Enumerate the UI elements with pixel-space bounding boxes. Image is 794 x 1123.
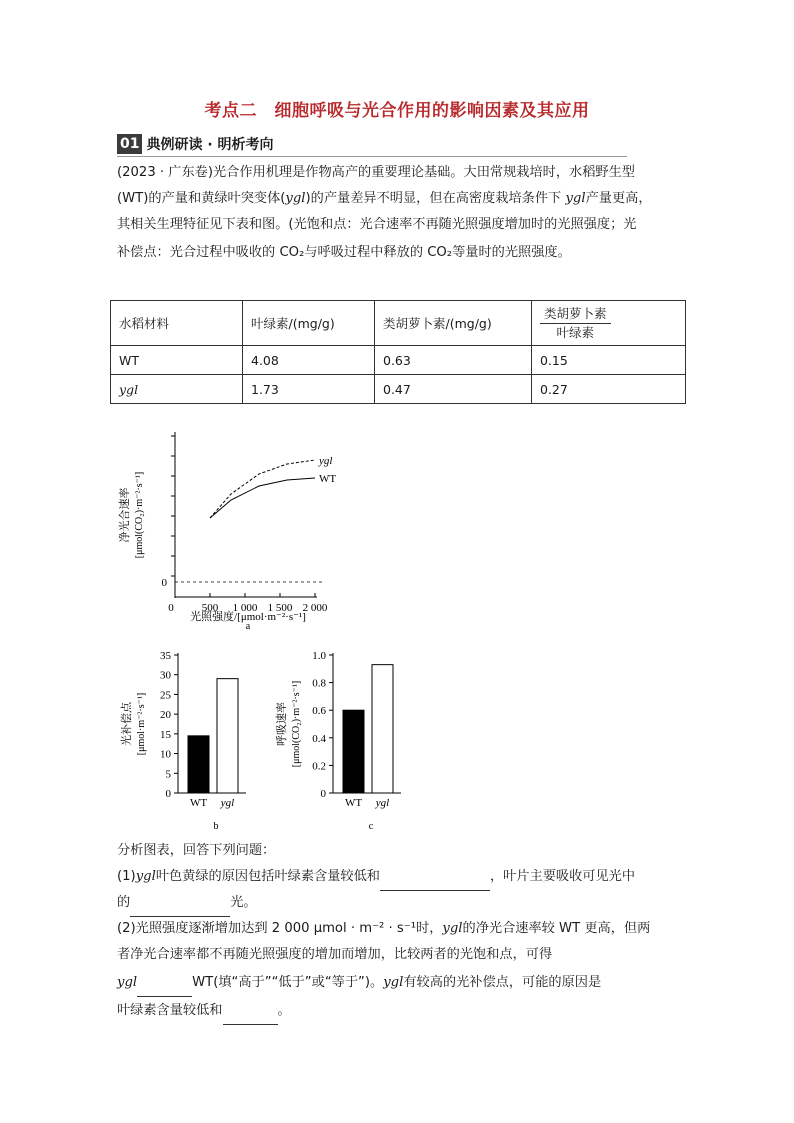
table-cell: 0.27 — [532, 375, 686, 404]
ratio-fraction — [540, 305, 611, 342]
y-tick-label: 0.8 — [312, 677, 326, 690]
y-tick-label: 15 — [160, 728, 171, 741]
x-tick-label: 0 — [168, 602, 174, 614]
y-tick-label: 10 — [160, 748, 171, 761]
section-badge: 01 — [117, 134, 142, 154]
intro-line-4: 补偿点：光合过程中吸收的 CO₂与呼吸过程中释放的 CO₂等量时的光照强度。 — [117, 245, 571, 260]
x-tick-label: WT — [344, 797, 363, 809]
table-header-cell: 叶绿素/(mg/g) — [243, 301, 375, 346]
x-tick-label: 2 000 — [302, 602, 328, 614]
y-tick-label: 0.6 — [312, 705, 326, 718]
chart-c — [265, 640, 415, 835]
bar-ygl — [372, 665, 393, 793]
question-2-line-4: 叶绿素含量较低和 。 — [117, 998, 682, 1025]
y-tick-label: 0 — [161, 577, 167, 589]
y-axis-label: 净光合速率 — [119, 487, 131, 543]
y-tick-label: 0 — [165, 788, 171, 800]
y-axis-label: 光补偿点 — [121, 702, 133, 746]
bar-WT — [343, 710, 364, 793]
x-tick-label: ygl — [375, 797, 390, 809]
x-tick-label: ygl — [220, 797, 235, 809]
page-title: 考点二 细胞呼吸与光合作用的影响因素及其应用 — [204, 101, 590, 121]
series-label-ygl: ygl — [319, 455, 333, 467]
intro-line-3: 其相关生理特征见下表和图。(光饱和点：光合速率不再随光照强度增加时的光照强度；光 — [117, 217, 637, 232]
x-axis-label: 光照强度/[μmol·m⁻²·s⁻¹] — [190, 611, 306, 623]
y-tick-label: 0 — [320, 788, 326, 800]
series-line-ygl — [210, 460, 315, 518]
y-tick-label: 25 — [160, 689, 171, 702]
table-header-cell — [532, 301, 686, 346]
y-tick-label: 5 — [165, 768, 171, 781]
question-1-line-1: (1)ygl叶色黄绿的原因包括叶绿素含量较低和 ，叶片主要吸收可见光中 — [117, 864, 682, 891]
y-axis-unit: [μmol(CO₂)·m⁻²·s⁻¹] — [291, 680, 302, 768]
table-cell: ygl — [111, 375, 243, 404]
question-2-line-3: ygl WT(填“高于”“低于”或“等于”)。ygl有较高的光补偿点，可能的原因是 — [117, 970, 682, 997]
x-tick-label: 1 000 — [232, 602, 258, 614]
table-header-cell: 类胡萝卜素/(mg/g) — [375, 301, 532, 346]
x-tick-label: WT — [189, 797, 208, 809]
pigment-table — [110, 300, 686, 404]
chart-caption: b — [213, 821, 219, 832]
y-tick-label: 0.2 — [312, 760, 326, 773]
table-cell: 0.47 — [375, 375, 532, 404]
question-lead: 分析图表，回答下列问题： — [117, 843, 276, 858]
chart-caption: a — [245, 621, 251, 630]
table-cell: WT — [111, 346, 243, 375]
chart-b — [110, 640, 260, 835]
series-label-WT: WT — [319, 473, 337, 485]
table-cell: 4.08 — [243, 346, 375, 375]
table-row — [111, 375, 686, 404]
bar-ygl — [217, 679, 238, 793]
series-line-WT — [210, 478, 315, 518]
intro-line-2: (WT)的产量和黄绿叶突变体(ygl)的产量差异不明显，但在高密度栽培条件下 ygl产量更高， — [117, 191, 652, 206]
section-title: 典例研读 · 明析考向 — [146, 137, 274, 153]
ratio-denominator: 叶绿素 — [556, 324, 595, 340]
question-1-line-2: 的 光。 — [117, 890, 682, 917]
table-cell: 1.73 — [243, 375, 375, 404]
table-cell: 0.63 — [375, 346, 532, 375]
ratio-numerator: 类胡萝卜素 — [540, 305, 611, 324]
table-cell: 0.15 — [532, 346, 686, 375]
y-tick-label: 30 — [160, 669, 171, 682]
section-header — [117, 133, 274, 155]
x-tick-label: 500 — [201, 602, 219, 614]
table-row — [111, 346, 686, 375]
y-axis-unit: [μmol(CO₂)·m⁻²·s⁻¹] — [134, 471, 145, 559]
y-tick-label: 20 — [160, 709, 171, 722]
intro-line-1: (2023 · 广东卷)光合作用机理是作物高产的重要理论基础。大田常规栽培时，水稻野生型 — [117, 165, 635, 180]
section-divider — [117, 156, 627, 157]
table-header-cell: 水稻材料 — [111, 301, 243, 346]
chart-caption: c — [368, 821, 374, 832]
table-header-row — [111, 301, 686, 346]
bar-WT — [188, 736, 209, 793]
y-axis-label: 呼吸速率 — [276, 702, 288, 746]
chart-a — [110, 420, 360, 630]
x-tick-label: 1 500 — [267, 602, 293, 614]
y-tick-label: 35 — [160, 650, 171, 662]
y-tick-label: 0.4 — [312, 732, 326, 745]
y-tick-label: 1.0 — [312, 650, 326, 662]
y-axis-unit: [μmol·m⁻²·s⁻¹] — [136, 692, 147, 756]
question-2-line-1: (2)光照强度逐渐增加达到 2 000 μmol · m⁻² · s⁻¹时，ygl的净光合速率较 WT 更高，但两 — [117, 921, 651, 936]
question-2-line-2: 者净光合速率都不再随光照强度的增加而增加，比较两者的光饱和点，可得 — [117, 947, 553, 962]
